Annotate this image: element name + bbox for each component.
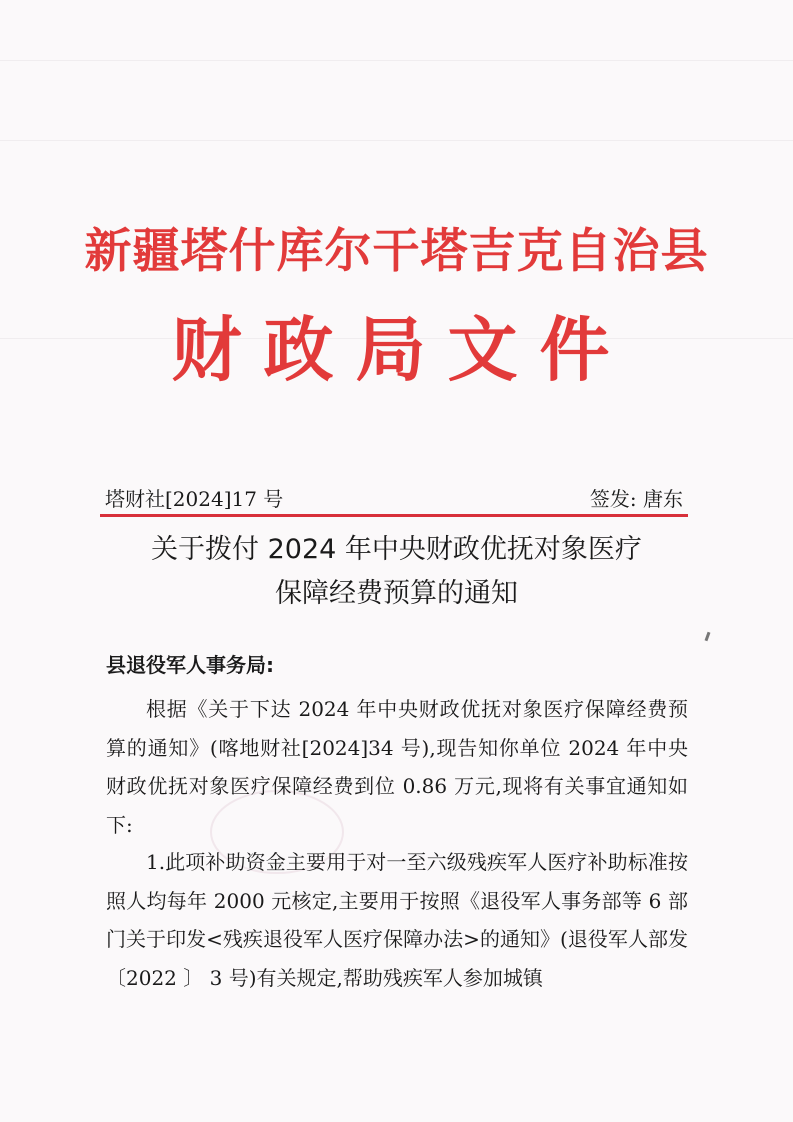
addressee: 县退役军人事务局: xyxy=(106,653,274,677)
scan-streak xyxy=(0,60,793,61)
scan-streak xyxy=(0,140,793,141)
title-line-2: 保障经费预算的通知 xyxy=(275,578,518,609)
document-type-heading: 财政局文件 xyxy=(171,309,632,391)
red-separator-line xyxy=(100,514,688,517)
signer: 签发: 唐东 xyxy=(589,487,683,511)
body-paragraph: 1.此项补助资金主要用于对一至六级残疾军人医疗补助标准按照人均每年 2000 元核定,主要用于按照《退役军人事务部等 6 部门关于印发<残疾退役军人医疗保障办法>的通知》(退役军人部发〔2022 〕 3 号)有关规定,帮助残疾军人参加城镇 xyxy=(106,850,688,990)
document-title xyxy=(0,528,793,616)
title-line-1: 关于拨付 2024 年中央财政优抚对象医疗 xyxy=(151,534,642,565)
body-paragraph: 根据《关于下达 2024 年中央财政优抚对象医疗保障经费预算的通知》(喀地财社[2024]34 号),现告知你单位 2024 年中央财政优抚对象医疗保障经费到位 0.86 万元,现将有关事宜通知如下: xyxy=(106,697,688,837)
issuer-name: 新疆塔什库尔干塔吉克自治县 xyxy=(84,224,709,279)
margin-mark xyxy=(705,632,711,641)
document-number: 塔财社[2024]17 号 xyxy=(105,487,284,511)
